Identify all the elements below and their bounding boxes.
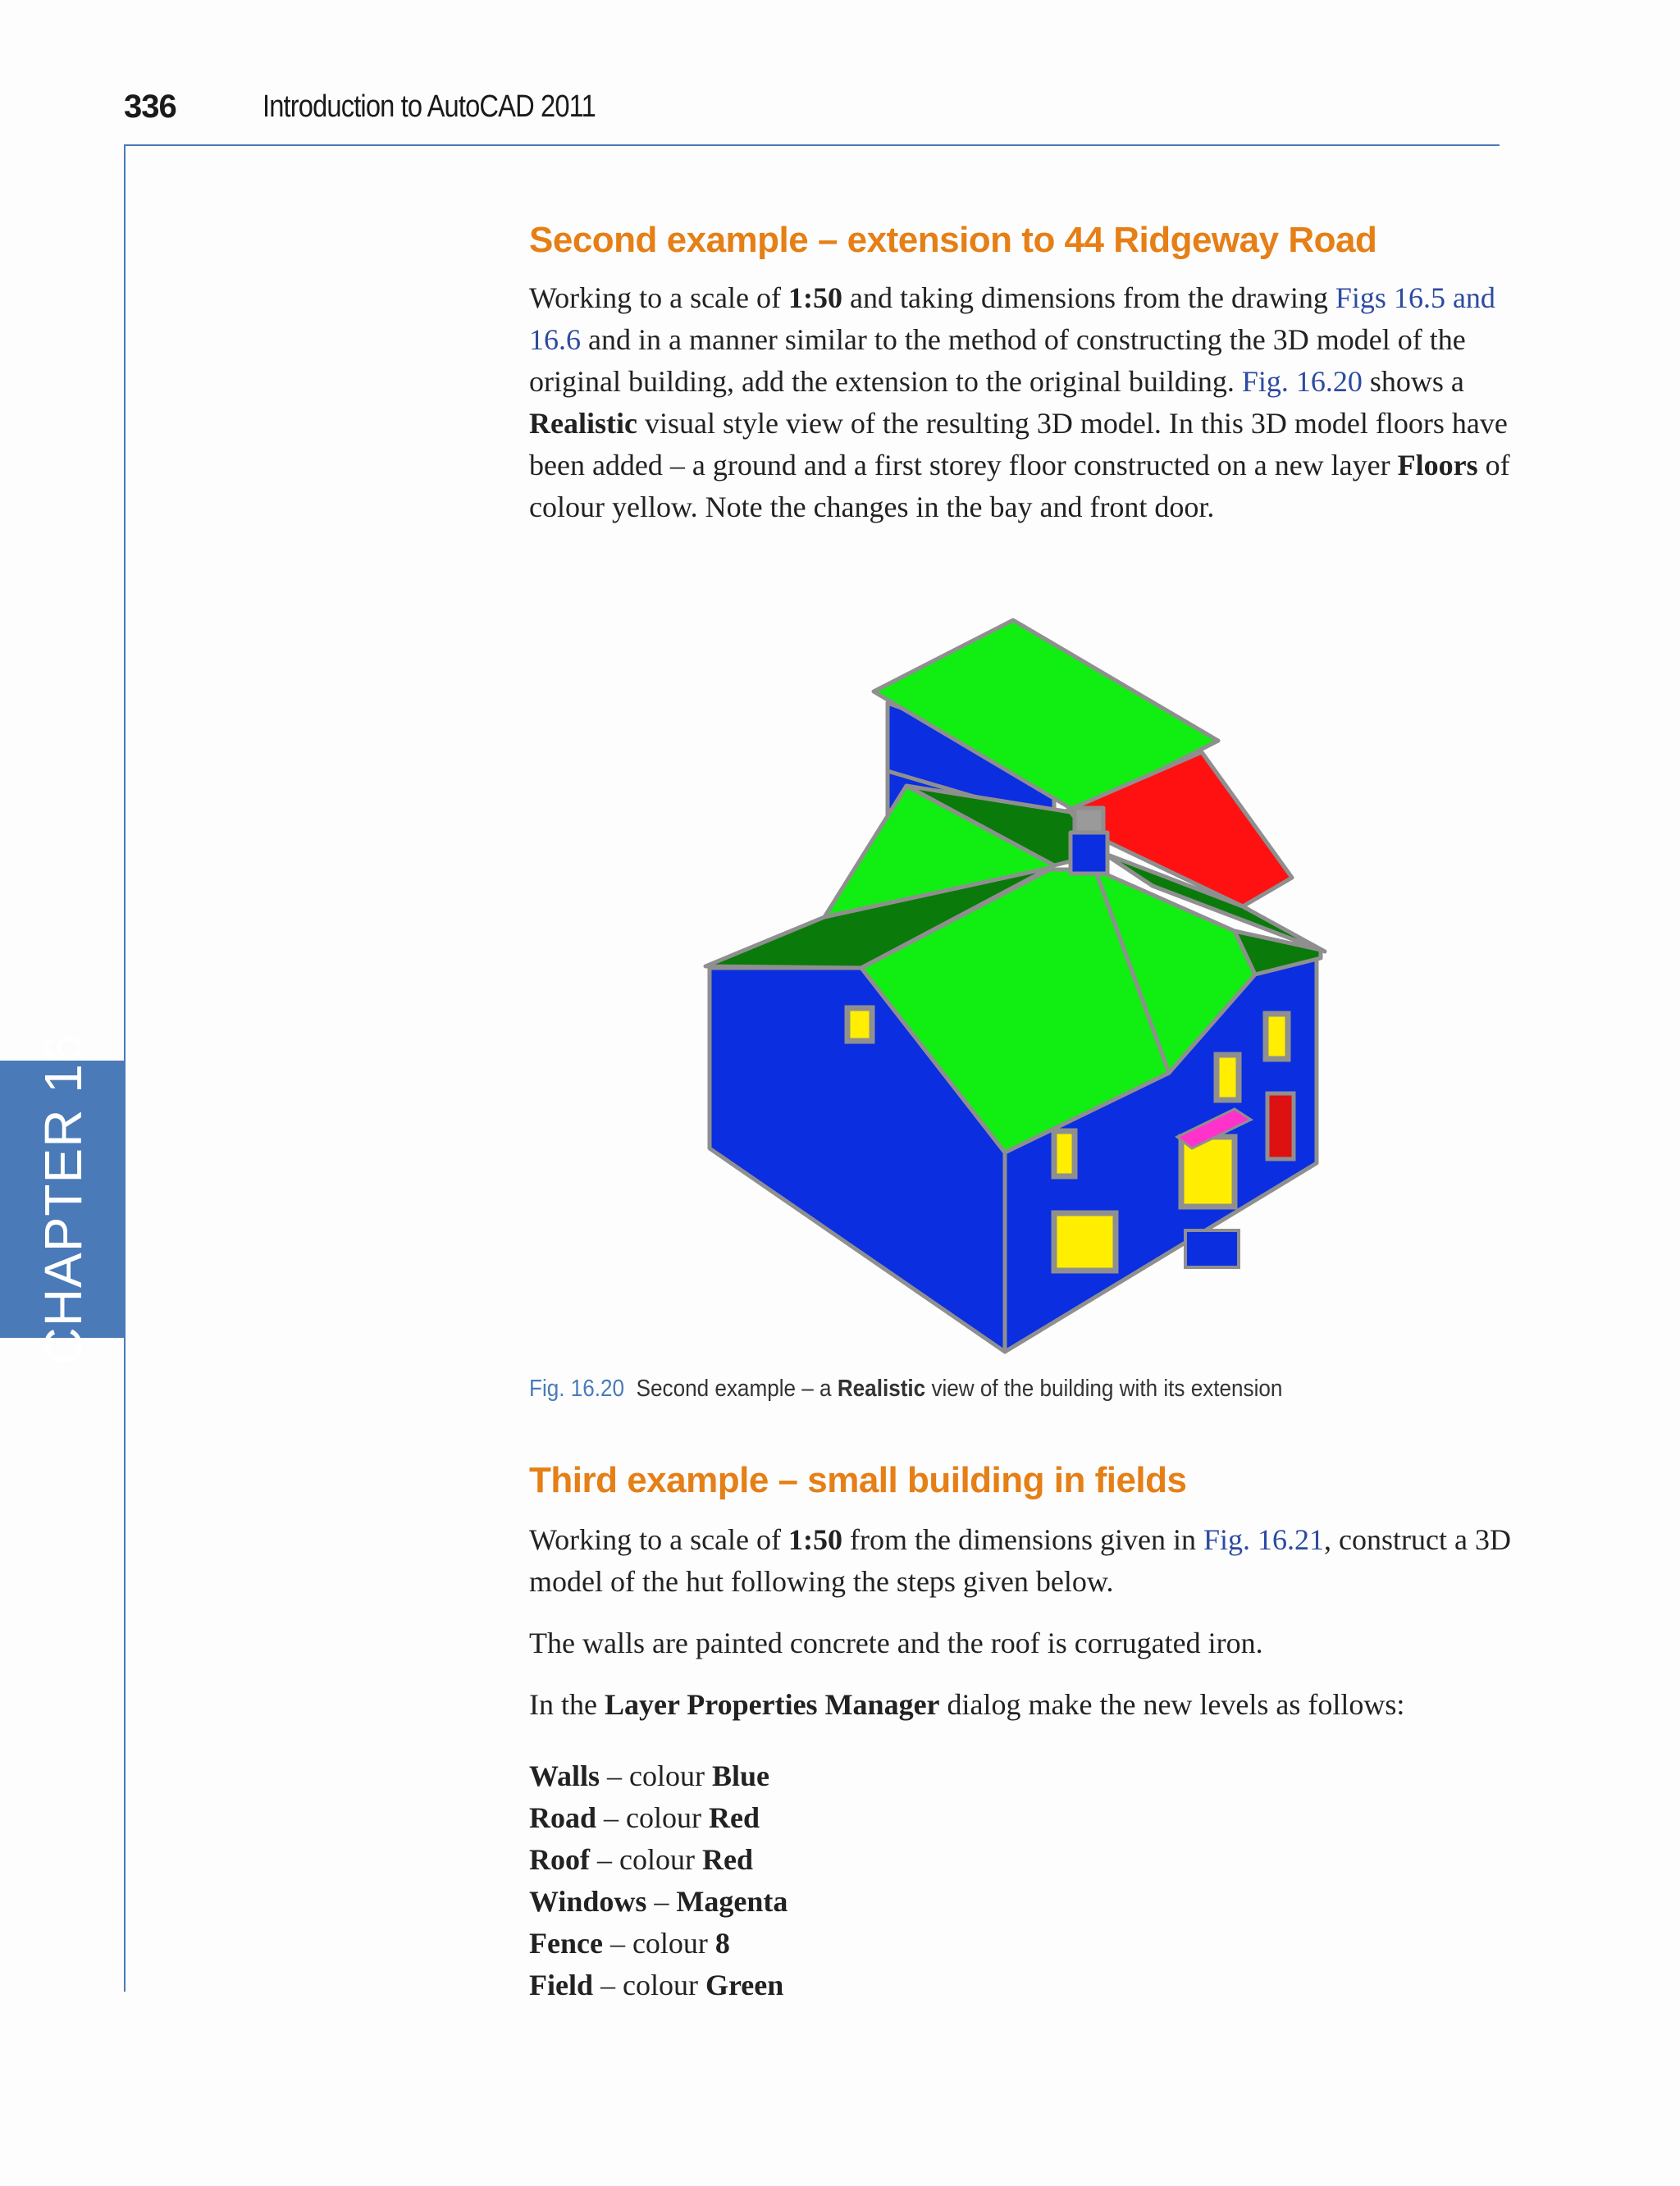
- window: [1266, 1014, 1288, 1059]
- section-heading: Second example – extension to 44 Ridgeway Road: [529, 220, 1377, 260]
- page-number: 336: [124, 88, 176, 125]
- figure-link[interactable]: Figs 16.5 and 16.6: [529, 281, 1495, 356]
- section-heading: Third example – small building in fields: [529, 1460, 1187, 1500]
- figure-link[interactable]: Fig. 16.21: [1203, 1523, 1324, 1556]
- window: [1217, 1055, 1239, 1100]
- layer-item: Fence – colour 8: [529, 1927, 730, 1960]
- window: [1054, 1213, 1116, 1271]
- layer-list: [529, 1755, 788, 2006]
- section-third-example: [529, 1460, 1522, 1726]
- figure-caption: Fig. 16.20 Second example – a Realistic view of the building with its extension: [529, 1376, 1283, 1402]
- paragraph: In the Layer Properties Manager dialog make the new levels as follows:: [529, 1688, 1405, 1721]
- chapter-tab-label: CHAPTER 16: [33, 1033, 93, 1366]
- paragraph: Working to a scale of 1:50 from the dimensions given in Fig. 16.21, construct a 3D model of the hut following the steps given below.: [529, 1523, 1511, 1598]
- window: [1054, 1131, 1075, 1176]
- paragraph: The walls are painted concrete and the roof is corrugated iron.: [529, 1627, 1263, 1659]
- front-door: [1267, 1093, 1294, 1159]
- building-3d-figure: [529, 607, 1374, 1358]
- page-header: [124, 82, 650, 131]
- header-rule: [124, 144, 1500, 146]
- bay-window-base: [1185, 1230, 1239, 1267]
- layer-item: Field – colour Green: [529, 1969, 784, 2001]
- layer-item: Walls – colour Blue: [529, 1759, 770, 1792]
- layer-item: Windows – Magenta: [529, 1885, 788, 1918]
- figure-link[interactable]: Fig. 16.20: [1241, 365, 1363, 398]
- section-second-example: [529, 220, 1522, 528]
- running-title: Introduction to AutoCAD 2011: [262, 89, 596, 124]
- chimney: [1071, 833, 1107, 874]
- layer-item: Road – colour Red: [529, 1801, 760, 1834]
- window: [847, 1008, 872, 1041]
- layer-item: Roof – colour Red: [529, 1843, 753, 1876]
- chapter-tab: [0, 1033, 126, 1366]
- paragraph: Working to a scale of 1:50 and taking dimensions from the drawing Figs 16.5 and 16.6 and in a manner similar to the method of constructing the 3D model of the original building, add the extension to the original building. Fig. 16.20 shows a Realistic visual style view of the resulting 3D model. In this 3D model floors have been added – a ground and a first storey floor constructed on a new layer Floors of colour yellow. Note the changes in the bay and front door.: [529, 281, 1510, 523]
